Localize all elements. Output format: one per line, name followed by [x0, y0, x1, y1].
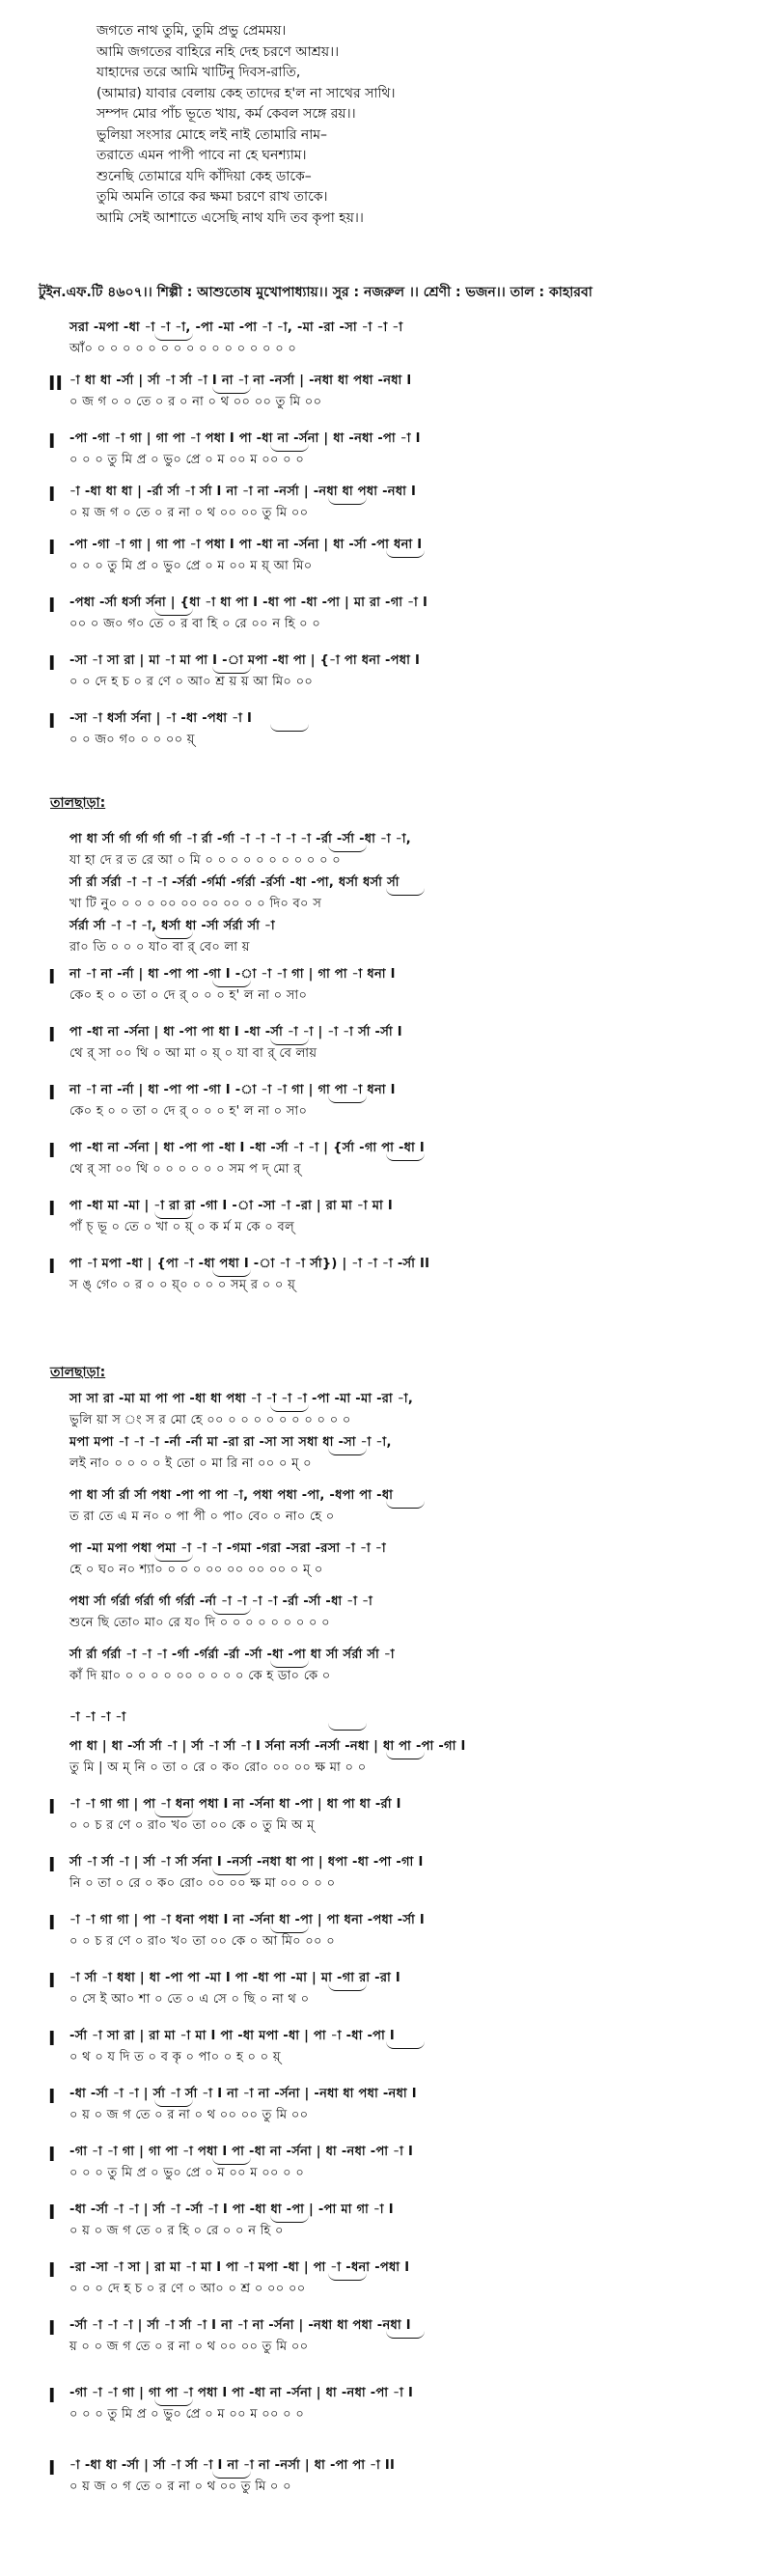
lyric-line: ০ ০ ০ তু মি প্র ০ ভু০ প্রে ০ ম ০০ ম ০০ ০ ০ [69, 2166, 305, 2180]
slur-mark [270, 1038, 309, 1045]
lyric-line: ০ থ ০ য দি ত ০ ব কৃ ০ পা০ ০ হ ০ ০ য়্ [69, 2050, 281, 2064]
swara-line: -পা -গা -া গা | গা পা -া পধা I পা -ধা না -র্সনা | ধা -নধা -পা -া I [69, 431, 421, 446]
slur-mark [212, 2157, 251, 2165]
lyric-line: কে০ হ ০ ০ তা ০ দে র্ ০ ০ ০ হ' ল না ০ সা০ [69, 988, 308, 1003]
notation-row [0, 1486, 772, 1535]
barline-symbol: I [48, 1081, 56, 1104]
swara-line: পধা র্সা র্গর্রা র্গর্রা র্গা র্গর্রা -র্না -া -া -া -া -র্রা -র্সা -ধা -া -া [69, 1594, 373, 1609]
notation-row [0, 917, 772, 965]
swara-line: -ধা -র্সা -া -া | র্সা -া -র্সা -া I পা -ধা ধা -পা | -পা মা গা -া I [69, 2202, 394, 2217]
notation-row [0, 372, 772, 420]
notation-row [0, 1795, 772, 1843]
swara-line: -পধা -র্সা ধর্সা র্সনা | {ধা -া ধা পা I -ধা পা -ধা -পা | মা রা -গা -া I [69, 596, 428, 610]
swara-line: -পা -গা -া গা | গা পা -া পধা I পা -ধা না -র্সনা | ধা -র্সা -পা ধনা I [69, 538, 423, 552]
notation-row [0, 1081, 772, 1129]
notation-row [0, 965, 772, 1013]
lyric-line: থে র্ সা ০০ থি ০ আ মা ০ য়্ ০ যা বা র্ বে লায় [69, 1046, 317, 1061]
notation-row [0, 1539, 772, 1588]
barline-symbol: I [48, 1255, 56, 1278]
notation-row [0, 319, 772, 367]
lyric-line: ০ ০ চ র ণে ০ রা০ খ০ তা ০০ কে ০ তু মি অ ম্ [69, 1818, 315, 1833]
slur-mark [270, 1925, 309, 1933]
slur-mark [154, 608, 193, 616]
notation-row [0, 2456, 772, 2505]
slur-mark [386, 1153, 425, 1161]
lyric-line: ত রা তে এ ম ন০ ০ পা পী ০ পা০ বে০ ০ না০ হে ০ [69, 1510, 335, 1524]
swara-line: পা ধা | ধা -র্সা র্সা -া | র্সা -া র্সা -া I র্সনা নর্সা -নর্সা -নধা | ধা পা -পা -গা I [69, 1739, 466, 1754]
slur-mark [154, 333, 193, 341]
swara-line: -সা -া সা রা | মা -া মা পা I -া মপা -ধা পা | {-া পা ধনা -পধা I [69, 653, 421, 668]
notation-row [0, 429, 772, 478]
poem-line: শুনেছি তোমারে যদি কাঁদিয়া কেহ ডাকে– [96, 168, 312, 184]
slur-mark [212, 1269, 251, 1277]
lyric-line: ০ ০ ০ তু মি প্র ০ ভু০ প্রে ০ ম ০০ ম য়্ আ মি০ [69, 559, 313, 573]
swara-line: পা ধা র্সা র্গা র্গা র্গা র্গা -া র্রা -র্গা -া -া -া -া -া -র্রা -র্সা -ধা -া -া, [69, 832, 412, 846]
barline-symbol: I [48, 709, 56, 733]
swara-line: -া ধা ধা -র্সা | র্সা -া র্সা -া I না -া না -নর্সা | -নধা ধা পধা -নধা I [69, 374, 412, 388]
lyric-line: রা০ তি ০ ০ ০ যা০ বা র্ বে০ লা য় [69, 940, 250, 955]
slur-mark [386, 1752, 425, 1759]
notation-row [0, 2384, 772, 2432]
notation-row [0, 1593, 772, 1641]
swara-line: সরা -মপা -ধা -া -া -া, -পা -মা -পা -া -া, -মা -রা -সা -া -া -া [69, 320, 403, 335]
lyric-line: থে র্ সা ০০ থি ০ ০ ০ ০ ০ ০ সম প দ্ মো র্ [69, 1162, 301, 1177]
notation-row [0, 830, 772, 878]
poem-line: সম্পদ মোর পাঁচ ভূতে খায়, কর্ম কেবল সঙ্গে রয়।। [96, 106, 356, 122]
barline-symbol: I [48, 1139, 56, 1162]
barline-symbol: I [48, 483, 56, 506]
slur-mark [328, 1983, 367, 1991]
lyric-line: ০ ০ ০ তু মি প্র ০ ভু০ প্রে ০ ম ০০ ম ০০ ০ ০ [69, 453, 305, 467]
swara-line: পা -ধা না -র্সনা | ধা -পা পা -ধা I -ধা -র্সা -া -া | {র্সা -গা পা -ধা I [69, 1141, 425, 1155]
poem-line: তরাতে এমন পাপী পাবে না হে ঘনশ্যাম। [96, 148, 307, 163]
swara-line: -র্সা -া সা রা | রা মা -া মা I পা -ধা মপা -ধা | পা -া -ধা -পা I [69, 2029, 396, 2043]
swara-line: পা ধা র্সা র্রা র্সা পধা -পা পা পা -া, পধা পধা -পা, -ধপা পা -ধা [69, 1488, 394, 1503]
slur-mark [270, 1660, 309, 1668]
barline-symbol: I [48, 594, 56, 617]
slur-mark [328, 2273, 367, 2281]
barline-symbol: I [48, 2027, 56, 2050]
lyric-line: ০ ০ জ০ গ০ ০ ০ ০০ য়্ [69, 733, 195, 747]
swara-line: সা সা রা -মা মা পা পা -ধা ধা পধা -া -া -া -া -পা -মা -মা -রা -া, [69, 1392, 414, 1406]
notation-row [0, 1853, 772, 1901]
swara-line: পা -ধা না -র্সনা | ধা -পা পা ধা I -ধা -র্সা -া -া | -া -া র্সা -র্সা I [69, 1025, 402, 1039]
barline-symbol: I [48, 651, 56, 675]
slur-mark [386, 1501, 425, 1509]
slur-mark [154, 1211, 193, 1219]
slur-mark [270, 2215, 309, 2223]
slur-mark [154, 1810, 193, 1817]
talchhara-heading-1: তালছাড়া: [50, 795, 106, 811]
lyric-line: ০ ০ ০ তু মি প্র ০ ভু০ প্রে ০ ম ০০ ম ০০ ০ ০ [69, 2407, 305, 2422]
swara-line: -া -ধা ধা -র্সা | র্সা -া র্সা -া I না -া না -নর্সা | ধা -পা পা -া II [69, 2458, 396, 2473]
swara-line: র্সা র্রা র্গর্রা -া -া -া -র্গা -র্গর্রা -র্রা -র্সা -ধা -পা ধা র্সা র্সর্রা র্সা -া [69, 1648, 395, 1662]
slur-mark [328, 497, 367, 505]
slur-mark [270, 1404, 309, 1412]
slur-mark [154, 2398, 193, 2406]
barline-symbol: I [48, 2384, 56, 2407]
notation-row [0, 483, 772, 531]
notation-row [0, 536, 772, 584]
slur-mark [212, 666, 251, 674]
swara-line: -া -া গা গা | পা -া ধনা পধা I না -র্সনা ধা -পা | ধা পা ধা -র্রা I [69, 1797, 401, 1812]
barline-symbol: I [48, 536, 56, 559]
notation-row [0, 2316, 772, 2365]
notation-row [0, 2027, 772, 2075]
notation-row [0, 1737, 772, 1786]
slur-mark [328, 1723, 367, 1731]
notation-row [0, 873, 772, 922]
barline-symbol: I [48, 2085, 56, 2108]
talchhara-heading-2: তালছাড়া: [50, 1365, 106, 1380]
lyric-line: নি ০ তা ০ রে ০ ক০ রো০ ০০ ০০ ক্ষ মা ০০ ০ ০ ০ [69, 1876, 336, 1891]
notation-row [0, 1646, 772, 1694]
swara-line: র্সা -া র্সা -া | র্সা -া র্সা র্সনা I -নর্সা -নধা ধা পা | ধপা -ধা -পা -গা I [69, 1855, 424, 1870]
swara-line: -সা -া ধর্সা র্সনা | -া -ধা -পধা -া I [69, 711, 253, 726]
barline-symbol: I [48, 2258, 56, 2282]
slur-mark [212, 1868, 251, 1875]
notation-row [0, 1139, 772, 1187]
slur-mark [154, 1554, 193, 1562]
slur-mark [154, 931, 193, 939]
barline-symbol: I [48, 1197, 56, 1220]
barline-symbol: I [48, 1911, 56, 1934]
barline-symbol: II [48, 372, 63, 395]
record-meta-line: টুইন.এফ.টি ৪৬০৭।। শিল্পী : আশুতোষ মুখোপাধ্যায়।। সুর : নজরুল ।। শ্রেণী : ভজন।। তাল : কাহারবা [39, 285, 593, 300]
barline-symbol: I [48, 429, 56, 453]
swara-line: -গা -া -া গা | গা পা -া পধা I পা -ধা না -র্সনা | ধা -নধা -পা -া I [69, 2145, 414, 2159]
slur-mark [386, 2331, 425, 2339]
notation-row [0, 2258, 772, 2307]
barline-symbol: I [48, 965, 56, 988]
slur-mark [328, 845, 367, 852]
swara-line: -া -া -া -া [69, 1710, 126, 1725]
notation-row [0, 1911, 772, 1959]
lyric-line: ভুলি য়া স ং স র মো হে ০০ ০ ০ ০ ০ ০ ০ ০ ০ ০ ০ [69, 1413, 351, 1427]
lyric-line: আঁ০ ০ ০ ০ ০ ০ ০ ০ ০ ০ ০ ০ ০ ০ ০ ০ ০ [69, 342, 297, 356]
barline-symbol: I [48, 1969, 56, 1992]
notation-row [0, 1969, 772, 2017]
notation-row [0, 709, 772, 758]
swara-line: র্সা র্রা র্সর্রা -া -া -া -র্সর্রা -র্গর্মা -র্গর্রা -র্রর্সা -ধা -পা, ধর্সা ধর্সা র্সা [69, 875, 400, 890]
lyric-line: ০ য় ০ জ গ তে ০ র না ০ থ ০০ ০০ তু মি ০০ [69, 2108, 309, 2122]
swara-line: -রা -সা -া সা | রা মা -া মা I পা -া মপা -ধা | পা -া -ধনা -পধা I [69, 2260, 410, 2275]
notation-row [0, 2201, 772, 2249]
barline-symbol: I [48, 1023, 56, 1046]
poem-line: তুমি অমনি তারে কর ক্ষমা চরণে রাখ তাকে। [96, 189, 328, 205]
lyric-line: লই না০ ০ ০ ০ ০ ই তো ০ মা রি না ০০ ০ ম্ ০ [69, 1456, 312, 1471]
swara-line: মপা মপা -া -া -া -র্না -র্না মা -রা রা -সা সা সধা ধা -সা -া -া, [69, 1435, 392, 1450]
poem-line: ভুলিয়া সংসার মোহে লই নাই তোমারি নাম– [96, 126, 328, 143]
lyric-line: যা হা দে র ত রে আ ০ মি ০ ০ ০ ০ ০ ০ ০ ০ ০ ০ ০ [69, 853, 342, 868]
slur-mark [212, 1607, 251, 1615]
notation-row [0, 2085, 772, 2133]
barline-symbol: I [48, 2201, 56, 2224]
lyric-line: ০ য় জ গ ০ তে ০ র না ০ থ ০০ ০০ তু মি ০০ [69, 506, 309, 520]
lyric-line: শুনে ছি তো০ মা০ রে য০ দি ০ ০ ০ ০ ০ ০ ০ ০ ০ [69, 1616, 330, 1630]
lyric-line: ০ ০ দে হ চ ০ র ণে ০ আ০ শ্র য় য় আ মি০ ০০ [69, 675, 314, 689]
swara-line: না -া না -র্না | ধা -পা পা -গা I -া -া -া গা | গা পা -া ধনা I [69, 967, 396, 982]
lyric-line: ০ সে ই আ০ শা ০ তে ০ এ সে ০ ছি ০ না থ ০ [69, 1992, 310, 2007]
lyric-line: ০ ০ ০ দে হ চ ০ র ণে ০ আ০ ০ শ্র ০ ০০ ০০ [69, 2282, 306, 2296]
slur-mark [386, 888, 425, 896]
lyric-line: ০ জ গ ০ ০ তে ০ র ০ না ০ থ ০০ ০০ তু মি ০০ [69, 395, 322, 409]
slur-mark [212, 386, 251, 394]
swara-line: -া র্সা -া ধধা | ধা -পা পা -মা I পা -ধা পা -মা | মা -গা রা -রা I [69, 1971, 401, 1985]
notation-row [0, 1433, 772, 1482]
swara-line: -া -ধা ধা ধা | -র্রা র্সা -া র্সা I না -া না -নর্সা | -নধা ধা পধা -নধা I [69, 485, 417, 499]
swara-line: -া -া গা গা | পা -া ধনা পধা I না -র্সনা ধা -পা | পা ধনা -পধা -র্সা I [69, 1913, 426, 1927]
lyric-line: ০ য় ০ জ গ তে ০ র হি ০ রে ০ ০ ন হি ০ [69, 2224, 284, 2238]
lyric-line: ০ য় জ ০ গ তে ০ র না ০ থ ০০ তু মি ০ ০ [69, 2479, 291, 2494]
poem-line: জগতে নাথ তুমি, তুমি প্রভু প্রেমময়। [96, 23, 287, 39]
slur-mark [270, 444, 309, 452]
swara-line: র্সর্রা র্সা -া -া -া, ধর্সা ধা -র্সা র্সর্রা র্সা -া [69, 919, 275, 933]
lyric-line: পাঁ চ্ ভূ ০ তে ০ খা ০ য়্ ০ ক র্ম ম কে ০ বল্ [69, 1220, 294, 1234]
lyric-line: খা টি নু০ ০ ০ ০ ০০ ০০ ০০ ০০ ০ ০ দি০ ব০ স [69, 897, 322, 911]
notation-row [0, 1390, 772, 1438]
slur-mark [212, 2471, 251, 2479]
slur-mark [386, 550, 425, 558]
lyric-line: ০ ০ চ র ণে ০ রা০ খ০ তা ০০ কে ০ আ মি০ ০০ ০ [69, 1934, 335, 1949]
lyric-line: য় ০ ০ জ গ তে ০ র না ০ থ ০০ ০০ তু মি ০০ [69, 2340, 309, 2354]
swara-line: -র্সা -া -া -া | র্সা -া র্সা -া I না -া না -র্সনা | -নধা ধা পধা -নধা I [69, 2318, 411, 2333]
notation-row [0, 1197, 772, 1245]
poem-line: আমি জগতের বাহিরে নহি দেহ চরণে আশ্রয়।। [96, 43, 340, 60]
lyric-line: তু মি | অ ম্ নি ০ তা ০ রে ০ ক০ রো০ ০০ ০০ ক্ষ মা ০ ০ [69, 1760, 367, 1775]
slur-mark [212, 980, 251, 987]
poem-line: (আমার) যাবার বেলায় কেহ তাদের হ'ল না সাথের সাথি। [96, 85, 396, 101]
slur-mark [328, 1095, 367, 1103]
notation-row [0, 651, 772, 700]
slur-mark [386, 2041, 425, 2049]
lyric-line: ০০ ০ জ০ গ০ তে ০ র বা হি ০ রে ০০ ন হি ০ ০ [69, 617, 321, 631]
barline-symbol: I [48, 2143, 56, 2166]
swara-line: পা -া মপা -ধা | {পা -া -ধা পধা I -া -া -া র্সা}) | -া -া -া -র্সা II [69, 1257, 430, 1271]
barline-symbol: I [48, 1795, 56, 1818]
slur-mark [154, 2099, 193, 2107]
lyric-line: কে০ হ ০ ০ তা ০ দে র্ ০ ০ ০ হ' ল না ০ সা০ [69, 1104, 308, 1119]
swara-line: পা -মা মপা পধা পমা -া -া -া -গমা -গরা -সরা -রসা -া -া -া [69, 1541, 386, 1556]
poem-line: যাহাদের তরে আমি খাটিনু দিবস-রাতি, [96, 65, 301, 80]
swara-line: -গা -া -া গা | গা পা -া পধা I পা -ধা না -র্সনা | ধা -নধা -পা -া I [69, 2386, 414, 2400]
slur-mark [270, 724, 309, 732]
notation-row [0, 1255, 772, 1303]
swara-line: পা -ধা মা -মা | -া রা রা -গা I -া -সা -া -রা | রা মা -া মা I [69, 1199, 394, 1213]
poem-block [96, 21, 714, 229]
lyric-line: হে ০ ঘ০ ন০ শ্যা০ ০ ০ ০ ০০ ০০ ০০ ০০ ০ ম্ ০ [69, 1563, 323, 1577]
notation-row [0, 594, 772, 642]
barline-symbol: I [48, 2456, 56, 2479]
lyric-line: কাঁ দি য়া০ ০ ০ ০ ০ ০০ ০ ০ ০ ০ কে হ ডা০ কে ০ [69, 1669, 331, 1683]
slur-mark [328, 1448, 367, 1455]
swara-line: -ধা -র্সা -া -া | র্সা -া র্সা -া I না -া না -র্সনা | -নধা ধা পধা -নধা I [69, 2087, 417, 2101]
poem-line: আমি সেই আশাতে এসেছি নাথ যদি তব কৃপা হয়।। [96, 209, 364, 226]
lyric-line: স ঙ্ গে০ ০ র ০ ০ য়্০ ০ ০ ০ সম্ র ০ ০ য়্ [69, 1278, 296, 1292]
barline-symbol: I [48, 2316, 56, 2340]
barline-symbol: I [48, 1853, 56, 1876]
notation-row [0, 1023, 772, 1071]
notation-row [0, 2143, 772, 2191]
swara-line: না -া না -র্না | ধা -পা পা -গা I -া -া -া গা | গা পা -া ধনা I [69, 1083, 396, 1097]
